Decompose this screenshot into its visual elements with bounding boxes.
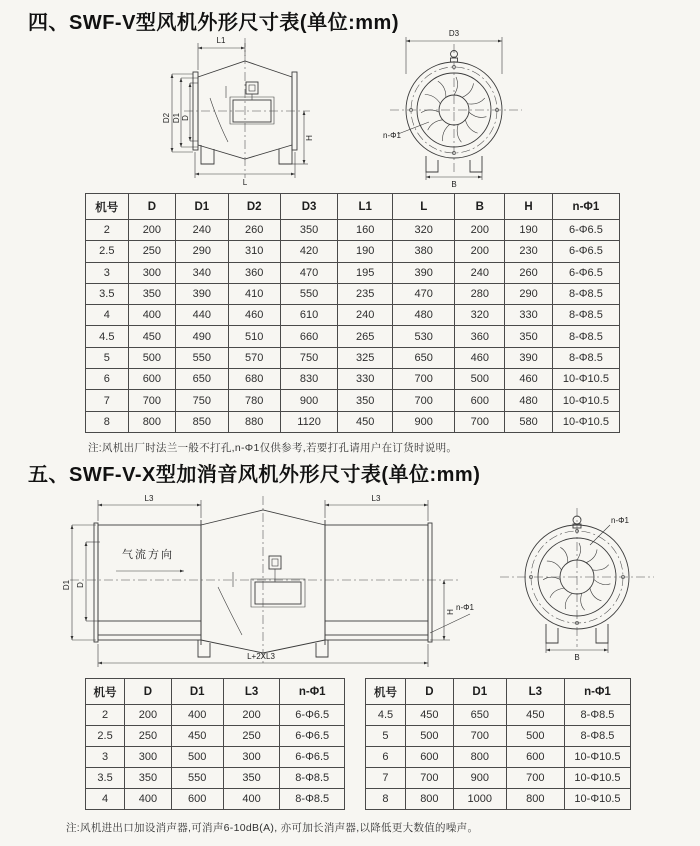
dim-label-D: D [76, 582, 85, 588]
table-cell: 5 [86, 347, 129, 368]
column-header: B [455, 194, 505, 220]
dim-label-D3: D3 [448, 29, 460, 38]
table-cell: 300 [125, 747, 172, 768]
table-cell: 700 [453, 726, 506, 747]
dim-label-L3-left: L3 [144, 494, 154, 503]
table-cell: 310 [228, 241, 280, 262]
table-cell: 8-Φ8.5 [552, 347, 619, 368]
table-cell: 10-Φ10.5 [552, 411, 619, 432]
table-cell: 570 [228, 347, 280, 368]
table-cell: 530 [393, 326, 455, 347]
table-cell: 360 [455, 326, 505, 347]
table-cell: 360 [228, 262, 280, 283]
table-cell: 200 [128, 220, 176, 241]
dim-label-B: B [451, 180, 457, 189]
table-cell: 350 [505, 326, 553, 347]
table-cell: 235 [338, 283, 393, 304]
table-cell: 440 [176, 305, 228, 326]
section5-note: 注:风机进出口加设消声器,可消声6-10dB(A), 亦可加长消声器,以降低更大数值的噪声。 [66, 822, 479, 834]
table-cell: 240 [455, 262, 505, 283]
table-cell: 8 [366, 789, 406, 810]
table-cell: 3 [86, 747, 125, 768]
table-row [86, 305, 620, 326]
table-row [86, 262, 620, 283]
dim-label-D1: D1 [62, 579, 71, 591]
table-row [86, 369, 620, 390]
table-cell: 610 [280, 305, 337, 326]
table-cell: 2.5 [86, 241, 129, 262]
table-cell: 460 [228, 305, 280, 326]
table-cell: 240 [338, 305, 393, 326]
table-cell: 6-Φ6.5 [552, 262, 619, 283]
table-cell: 700 [455, 411, 505, 432]
dim-label-D: D [181, 115, 190, 121]
table-cell: 260 [505, 262, 553, 283]
table-cell: 4.5 [86, 326, 129, 347]
table-cell: 700 [393, 369, 455, 390]
dim-label-D2: D2 [162, 112, 171, 124]
table-cell: 8-Φ8.5 [564, 705, 630, 726]
table-cell: 460 [455, 347, 505, 368]
table-cell: 700 [405, 768, 453, 789]
table-cell: 10-Φ10.5 [564, 747, 630, 768]
table-cell: 160 [338, 220, 393, 241]
table-cell: 800 [453, 747, 506, 768]
table-cell: 400 [128, 305, 176, 326]
table-cell: 8 [86, 411, 129, 432]
table-row [366, 705, 631, 726]
table-cell: 350 [128, 283, 176, 304]
table-cell: 900 [393, 411, 455, 432]
column-header: 机号 [86, 679, 125, 705]
dimension-table-swf-v [85, 193, 620, 433]
header-row [366, 679, 631, 705]
dimension-table-swf-v-x-right [365, 678, 631, 809]
table-cell: 780 [228, 390, 280, 411]
table-cell: 3 [86, 262, 129, 283]
table-cell: 830 [280, 369, 337, 390]
table-cell: 195 [338, 262, 393, 283]
table-row [366, 726, 631, 747]
dim-label-L: L [242, 178, 248, 187]
column-header: 机号 [86, 194, 129, 220]
table-cell: 8-Φ8.5 [552, 305, 619, 326]
column-header: L [393, 194, 455, 220]
table-cell: 700 [393, 390, 455, 411]
table-cell: 6-Φ6.5 [280, 747, 345, 768]
table-cell: 550 [280, 283, 337, 304]
table-cell: 8-Φ8.5 [564, 726, 630, 747]
dim-label-H: H [305, 135, 314, 141]
table-row [86, 241, 620, 262]
table-cell: 800 [506, 789, 564, 810]
column-header: D1 [171, 679, 223, 705]
table-cell: 880 [228, 411, 280, 432]
column-header: 机号 [366, 679, 406, 705]
table-cell: 450 [506, 705, 564, 726]
table-cell: 480 [393, 305, 455, 326]
table-cell: 650 [393, 347, 455, 368]
table-cell: 580 [505, 411, 553, 432]
table-cell: 800 [128, 411, 176, 432]
table-cell: 290 [505, 283, 553, 304]
header-row [86, 194, 620, 220]
dim-label-D1: D1 [172, 112, 181, 124]
table-cell: 6-Φ6.5 [280, 705, 345, 726]
table-cell: 325 [338, 347, 393, 368]
table-cell: 700 [506, 768, 564, 789]
table-row [86, 347, 620, 368]
table-cell: 10-Φ10.5 [564, 789, 630, 810]
table-cell: 400 [223, 789, 280, 810]
table-cell: 280 [455, 283, 505, 304]
table-cell: 900 [280, 390, 337, 411]
column-header: D [405, 679, 453, 705]
table-cell: 600 [455, 390, 505, 411]
table-cell: 1120 [280, 411, 337, 432]
table-cell: 380 [393, 241, 455, 262]
table-cell: 200 [455, 241, 505, 262]
table-cell: 400 [171, 705, 223, 726]
column-header: D [125, 679, 172, 705]
table-row [86, 220, 620, 241]
dim-label-L3-right: L3 [371, 494, 381, 503]
silenced-fan-front-view-drawing [482, 492, 672, 682]
column-header: n-Φ1 [552, 194, 619, 220]
column-header: D1 [453, 679, 506, 705]
table-cell: 200 [455, 220, 505, 241]
column-header: D1 [176, 194, 228, 220]
table-cell: 2.5 [86, 726, 125, 747]
table-cell: 550 [171, 768, 223, 789]
table-cell: 190 [505, 220, 553, 241]
table-cell: 750 [280, 347, 337, 368]
table-cell: 320 [393, 220, 455, 241]
table-row [86, 747, 345, 768]
table-cell: 6 [366, 747, 406, 768]
table-cell: 500 [128, 347, 176, 368]
column-header: n-Φ1 [564, 679, 630, 705]
table-cell: 330 [505, 305, 553, 326]
table-row [86, 726, 345, 747]
dim-label-B: B [574, 653, 580, 662]
table-cell: 1000 [453, 789, 506, 810]
fan-front-view-drawing [382, 24, 567, 192]
table-cell: 550 [176, 347, 228, 368]
table-cell: 480 [505, 390, 553, 411]
table-cell: 500 [171, 747, 223, 768]
table-cell: 8-Φ8.5 [552, 283, 619, 304]
table-cell: 300 [223, 747, 280, 768]
table-cell: 5 [366, 726, 406, 747]
table-cell: 350 [280, 220, 337, 241]
header-row [86, 679, 345, 705]
section5-title: 五、SWF-V-X型加消音风机外形尺寸表(单位:mm) [28, 464, 481, 486]
table-cell: 240 [176, 220, 228, 241]
table-cell: 660 [280, 326, 337, 347]
bolt-holes-label: n-Φ1 [456, 603, 474, 612]
table-cell: 470 [280, 262, 337, 283]
table-cell: 200 [223, 705, 280, 726]
table-cell: 700 [128, 390, 176, 411]
table-cell: 260 [228, 220, 280, 241]
table-cell: 4 [86, 789, 125, 810]
table-cell: 8-Φ8.5 [280, 768, 345, 789]
table-cell: 390 [505, 347, 553, 368]
table-cell: 900 [453, 768, 506, 789]
table-cell: 600 [128, 369, 176, 390]
silenced-fan-side-view-drawing [58, 492, 538, 677]
table-cell: 500 [455, 369, 505, 390]
table-cell: 350 [223, 768, 280, 789]
table-cell: 510 [228, 326, 280, 347]
table-cell: 2 [86, 705, 125, 726]
table-cell: 250 [125, 726, 172, 747]
column-header: D3 [280, 194, 337, 220]
table-row [366, 768, 631, 789]
table-cell: 230 [505, 241, 553, 262]
column-header: L1 [338, 194, 393, 220]
table-cell: 4 [86, 305, 129, 326]
table-cell: 8-Φ8.5 [280, 789, 345, 810]
table-cell: 450 [171, 726, 223, 747]
fan-side-view-drawing [148, 28, 378, 190]
table-cell: 350 [338, 390, 393, 411]
column-header: D2 [228, 194, 280, 220]
table-cell: 680 [228, 369, 280, 390]
dim-label-H: H [446, 609, 455, 615]
bolt-holes-label: n-Φ1 [611, 516, 629, 525]
table-cell: 250 [223, 726, 280, 747]
table-cell: 320 [455, 305, 505, 326]
table-cell: 190 [338, 241, 393, 262]
column-header: H [505, 194, 553, 220]
table-row [86, 768, 345, 789]
table-cell: 10-Φ10.5 [552, 390, 619, 411]
table-row [86, 390, 620, 411]
table-cell: 7 [86, 390, 129, 411]
table-cell: 6-Φ6.5 [552, 241, 619, 262]
table-cell: 750 [176, 390, 228, 411]
section4-title: 四、SWF-V型风机外形尺寸表(单位:mm) [28, 12, 399, 34]
table-cell: 420 [280, 241, 337, 262]
table-row [86, 705, 345, 726]
table-cell: 6-Φ6.5 [552, 220, 619, 241]
dim-label-L1: L1 [216, 36, 226, 45]
table-cell: 3.5 [86, 768, 125, 789]
table-cell: 500 [405, 726, 453, 747]
table-cell: 10-Φ10.5 [552, 369, 619, 390]
dim-label-total-length: L+2XL3 [247, 652, 275, 661]
table-cell: 400 [125, 789, 172, 810]
table-cell: 450 [128, 326, 176, 347]
table-cell: 450 [405, 705, 453, 726]
table-cell: 330 [338, 369, 393, 390]
table-row [366, 747, 631, 768]
dimension-table-swf-v-x-left [85, 678, 345, 809]
table-row [86, 789, 345, 810]
table-cell: 265 [338, 326, 393, 347]
table-row [86, 283, 620, 304]
airflow-direction-label: 气流方向 [122, 549, 174, 561]
table-cell: 250 [128, 241, 176, 262]
table-row [366, 789, 631, 810]
column-header: D [128, 194, 176, 220]
table-cell: 650 [453, 705, 506, 726]
table-cell: 8-Φ8.5 [552, 326, 619, 347]
table-cell: 340 [176, 262, 228, 283]
table-cell: 200 [125, 705, 172, 726]
table-cell: 350 [125, 768, 172, 789]
section4-note: 注:风机出厂时法兰一般不打孔,n-Φ1仅供参考,若要打孔请用户在订货时说明。 [88, 442, 458, 454]
table-cell: 7 [366, 768, 406, 789]
table-cell: 600 [506, 747, 564, 768]
table-cell: 10-Φ10.5 [564, 768, 630, 789]
table-cell: 6 [86, 369, 129, 390]
table-row [86, 411, 620, 432]
table-cell: 450 [338, 411, 393, 432]
table-cell: 2 [86, 220, 129, 241]
table-cell: 4.5 [366, 705, 406, 726]
table-cell: 290 [176, 241, 228, 262]
table-cell: 650 [176, 369, 228, 390]
table-cell: 390 [176, 283, 228, 304]
table-cell: 300 [128, 262, 176, 283]
table-cell: 470 [393, 283, 455, 304]
bolt-holes-label: n-Φ1 [383, 131, 401, 140]
table-cell: 600 [405, 747, 453, 768]
table-cell: 410 [228, 283, 280, 304]
table-row [86, 326, 620, 347]
table-cell: 800 [405, 789, 453, 810]
table-cell: 460 [505, 369, 553, 390]
column-header: L3 [506, 679, 564, 705]
table-cell: 390 [393, 262, 455, 283]
table-cell: 490 [176, 326, 228, 347]
table-cell: 6-Φ6.5 [280, 726, 345, 747]
table-cell: 500 [506, 726, 564, 747]
table-cell: 850 [176, 411, 228, 432]
column-header: n-Φ1 [280, 679, 345, 705]
column-header: L3 [223, 679, 280, 705]
table-cell: 600 [171, 789, 223, 810]
table-cell: 3.5 [86, 283, 129, 304]
